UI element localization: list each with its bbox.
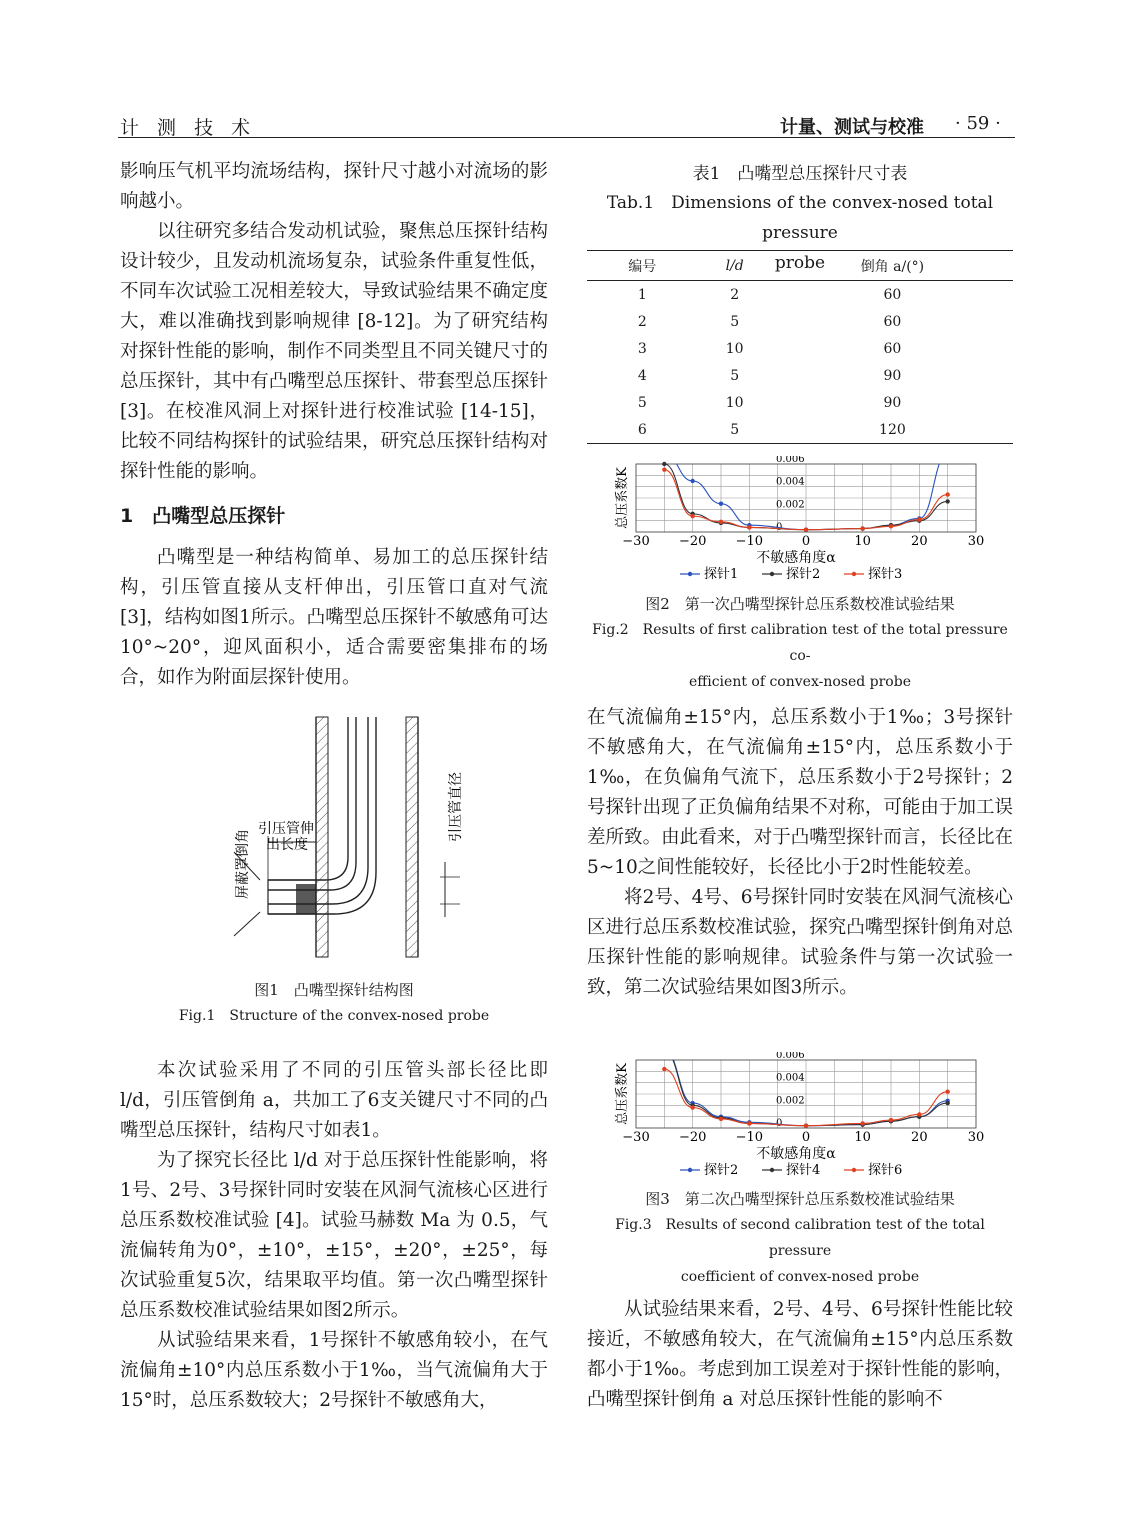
data-point <box>917 517 921 521</box>
fig1-caption <box>120 977 548 1029</box>
data-point <box>804 528 808 532</box>
data-point <box>719 501 723 505</box>
y-tick-label: 0 <box>776 522 783 533</box>
paragraph: 本次试验采用了不同的引压管头部长径比即 l/d，引压管倒角 a，共加工了6支关键尺寸不同的凸嘴型总压探针，结构尺寸如表1。 <box>120 1060 548 1141</box>
data-point <box>662 467 666 471</box>
header-rule <box>118 137 1015 138</box>
data-point <box>747 525 751 529</box>
table-cell: 120 <box>772 416 1013 444</box>
section-title: 计量、测试与校准 <box>780 117 924 138</box>
data-point <box>917 1112 921 1116</box>
x-axis-label: 不敏感角度α <box>756 550 836 566</box>
fig1-caption-en: Fig.1 Structure of the convex-nosed probe <box>178 1008 490 1024</box>
paragraph: 从试验结果来看，1号探针不敏感角较小，在气流偏角±10°内总压系数小于1‰，当气流偏角大于 15°时，总压系数较大；2号探针不敏感角大， <box>120 1330 548 1411</box>
y-tick-label: 0.002 <box>776 499 805 511</box>
left-column-bottom <box>120 1056 548 1416</box>
data-point <box>690 514 694 518</box>
x-tick-label: 0 <box>801 1130 811 1145</box>
x-axis-label: 不敏感角度α <box>756 1146 836 1162</box>
table-header: l/d <box>698 251 772 281</box>
table-row <box>587 416 1013 444</box>
label-tube-diameter: 引压管直径 <box>448 772 464 842</box>
legend-marker <box>770 1168 774 1172</box>
table-row <box>587 281 1013 309</box>
fig3-caption-en-2: coefficient of convex-nosed probe <box>680 1269 920 1285</box>
y-tick-label: 0.006 <box>776 1052 805 1061</box>
fig2-caption <box>587 591 1013 695</box>
page-number: · 59 · <box>955 113 1001 134</box>
data-point <box>662 462 666 466</box>
data-point <box>719 520 723 524</box>
paragraph: 以往研究多结合发动机试验，聚焦总压探针结构设计较少，且发动机流场复杂，试验条件重复性低，不同车次试验工况相差较大，导致试验结果不确定度大，难以准确找到影响规律 [8-12]。为了研究结构对探针性能的影响，制作不同类型且不同关键尺寸的总压探针，其中有凸嘴型总压探针、带套型总压探针 [3]。在校准风洞上对探针进行校准试验 [14-15]，比较不同结构探针的试验结果，研究总压探针结构对探针性能的影响。 <box>120 221 548 482</box>
y-tick-label: 0.004 <box>776 1072 805 1084</box>
table-cell: 1 <box>637 286 647 303</box>
data-point <box>889 1118 893 1122</box>
data-point <box>945 499 949 503</box>
x-tick-label: −30 <box>622 534 650 549</box>
table-row <box>587 308 1013 335</box>
legend-label: 探针2 <box>786 567 821 582</box>
table-cell: 5 <box>730 367 740 384</box>
paragraph: 影响压气机平均流场结构，探针尺寸越小对流场的影响越小。 <box>120 161 548 212</box>
legend-marker <box>688 572 692 576</box>
data-point <box>662 1067 666 1071</box>
legend-label: 探针4 <box>786 1163 821 1178</box>
table-cell: 90 <box>883 394 902 411</box>
dimensions-table <box>587 250 1013 444</box>
paragraph: 将2号、4号、6号探针同时安装在风洞气流核心区进行总压系数校准试验，探究凸嘴型探针倒角对总压探针性能的影响规律。试验条件与第一次试验一致，第二次试验结果如图3所示。 <box>587 887 1013 998</box>
table-cell: 90 <box>883 367 902 384</box>
left-column-top <box>120 157 548 693</box>
table-cell: 60 <box>883 286 902 303</box>
legend-marker <box>852 1168 856 1172</box>
table-cell: 2 <box>730 286 740 303</box>
fig1-caption-cn: 图1 凸嘴型探针结构图 <box>254 981 414 999</box>
table-cell: 4 <box>637 367 647 384</box>
table-cell: 5 <box>698 416 772 444</box>
data-point <box>690 1105 694 1109</box>
data-point <box>860 526 864 530</box>
data-point <box>889 524 893 528</box>
table-cell: 60 <box>883 313 902 330</box>
table1-caption-en-1: Tab.1 Dimensions of the convex-nosed total pressure <box>606 193 994 243</box>
x-tick-label: 10 <box>854 1130 871 1145</box>
paragraph: 为了探究长径比 l/d 对于总压探针性能影响，将1号、2号、3号探针同时安装在风洞气流核心区进行总压系数校准试验 [4]。试验马赫数 Ma 为 0.5，气流偏转角为0°，±10°，±15°，±20°，±25°，每次试验重复5次，结果取平均值。第一次凸嘴型探针总压系数校准试验结果如图2所示。 <box>120 1150 548 1321</box>
paragraph: 凸嘴型是一种结构简单、易加工的总压探针结构，引压管直接从支杆伸出，引压管口直对气流 [3]，结构如图1所示。凸嘴型总压探针不敏感角可达 10°~20°，迎风面积小，适合需要密集排布的场合，如作为附面层探针使用。 <box>120 547 548 688</box>
data-point <box>719 1117 723 1121</box>
legend-label: 探针6 <box>868 1163 903 1178</box>
table-cell: 10 <box>725 340 744 357</box>
x-tick-label: −20 <box>678 534 707 549</box>
fig2-caption-en-1: Fig.2 Results of first calibration test of the total pressure co- <box>592 622 1008 664</box>
label-tube-length-1: 引压管伸 <box>258 821 314 837</box>
legend-label: 探针1 <box>704 567 739 582</box>
fig3-caption <box>587 1186 1013 1290</box>
x-tick-label: 20 <box>911 1130 928 1145</box>
table-cell: 60 <box>883 340 902 357</box>
data-point <box>945 1101 949 1105</box>
y-tick-label: 0.002 <box>776 1095 805 1107</box>
x-tick-label: 10 <box>854 534 871 549</box>
table-row <box>587 335 1013 362</box>
section-heading: 1 凸嘴型总压探针 <box>120 505 286 527</box>
paragraph: 在气流偏角±15°内，总压系数小于1‰；3号探针不敏感角大，在气流偏角±15°内，总压系数小于1‰，在负偏角气流下，总压系数小于2号探针；2号探针出现了正负偏角结果不对称，可能由于加工误差所致。由此看来，对于凸嘴型探针而言，长径比在5~10之间性能较好，长径比小于2时性能较差。 <box>587 707 1013 878</box>
y-axis-label: 总压系数K <box>615 1063 630 1125</box>
x-tick-label: −10 <box>735 1130 764 1145</box>
fig2-caption-cn: 图2 第一次凸嘴型探针总压系数校准试验结果 <box>645 595 955 613</box>
fig3-caption-en-1: Fig.3 Results of second calibration test of the total pressure <box>615 1217 985 1259</box>
legend-label: 探针2 <box>704 1163 739 1178</box>
legend-marker <box>688 1168 692 1172</box>
y-tick-label: 0 <box>776 1118 783 1129</box>
data-point <box>860 1121 864 1125</box>
table-cell: 3 <box>637 340 647 357</box>
table-cell: 5 <box>637 394 647 411</box>
journal-name: 计 测 技 术 <box>120 117 257 139</box>
data-point <box>945 492 949 496</box>
table-cell: 10 <box>725 394 744 411</box>
table1-caption-cn: 表1 凸嘴型总压探针尺寸表 <box>692 164 908 184</box>
data-point <box>747 1121 751 1125</box>
legend-marker <box>770 572 774 576</box>
data-point <box>945 1090 949 1094</box>
fig2-caption-en-2: efficient of convex-nosed probe <box>689 674 911 690</box>
table-cell: 6 <box>587 416 698 444</box>
legend-label: 探针3 <box>868 567 903 582</box>
paragraph: 从试验结果来看，2号、4号、6号探针性能比较接近，不敏感角较大，在气流偏角±15°内总压系数都小于1‰。考虑到加工误差对于探针性能的影响，凸嘴型探针倒角 a 对总压探针性能的影响不 <box>587 1299 1013 1410</box>
x-tick-label: 30 <box>967 534 985 549</box>
x-tick-label: 30 <box>967 1130 985 1145</box>
x-tick-label: −30 <box>622 1130 650 1145</box>
right-column-bottom <box>587 1295 1013 1415</box>
fig2-line-chart <box>600 456 1000 591</box>
table-header: 倒角 a/(°) <box>772 251 1013 281</box>
legend-marker <box>852 572 856 576</box>
table-row <box>587 362 1013 389</box>
label-shield-chamfer: 屏蔽罩倒角 <box>235 829 251 899</box>
y-tick-label: 0.006 <box>776 456 805 465</box>
table-row <box>587 389 1013 416</box>
x-tick-label: −10 <box>735 534 764 549</box>
fig3-caption-cn: 图3 第二次凸嘴型探针总压系数校准试验结果 <box>645 1190 955 1208</box>
table-cell: 5 <box>730 313 740 330</box>
table-cell: 2 <box>637 313 647 330</box>
probe-structure-diagram <box>190 712 480 974</box>
x-tick-label: 0 <box>801 534 811 549</box>
label-tube-length-2: 出长度 <box>266 837 308 853</box>
data-point <box>804 1124 808 1128</box>
x-tick-label: −20 <box>678 1130 707 1145</box>
table1-caption-en-2: probe <box>774 253 826 273</box>
right-column-middle <box>587 703 1013 1003</box>
data-point <box>690 479 694 483</box>
y-tick-label: 0.004 <box>776 476 805 488</box>
fig3-line-chart <box>600 1052 1000 1187</box>
y-axis-label: 总压系数K <box>615 467 630 529</box>
table-header: 编号 <box>587 251 698 281</box>
x-tick-label: 20 <box>911 534 928 549</box>
